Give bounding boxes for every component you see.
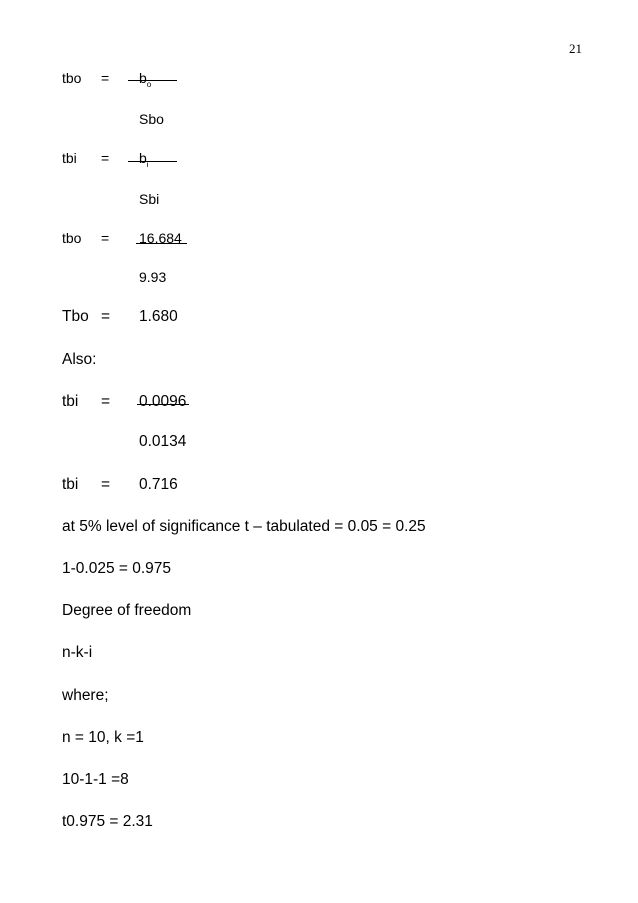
eq5-lhs: tbi	[62, 393, 79, 410]
page-number: 21	[569, 41, 582, 56]
eq2-fraction-bar	[128, 161, 177, 162]
eq1-num-main: b	[139, 70, 147, 86]
degree-of-freedom-heading: Degree of freedom	[62, 602, 192, 619]
eq2-num-main: b	[139, 150, 147, 166]
dof-calc-line: 10-1-1 =8	[62, 771, 129, 788]
eq5-fraction-bar	[137, 404, 189, 405]
also-label: Also:	[62, 351, 97, 368]
eq5-equals: =	[101, 393, 111, 410]
significance-line: at 5% level of significance t – tabulated = 0.05 = 0.25	[62, 518, 426, 535]
eq2-numerator	[139, 150, 149, 169]
eq4-value: 1.680	[139, 308, 178, 325]
eq1-lhs: tbo	[62, 70, 82, 86]
eq3-equals: =	[101, 230, 110, 246]
eq4-lhs: Tbo	[62, 308, 89, 325]
eq1-denominator: Sbo	[139, 111, 164, 127]
eq4-equals: =	[101, 308, 111, 325]
formula-line: n-k-i	[62, 644, 93, 661]
eq1-equals: =	[101, 70, 110, 86]
values-line: n = 10, k =1	[62, 729, 144, 746]
eq5-numerator: 0.0096	[139, 393, 187, 410]
eq3-lhs: tbo	[62, 230, 82, 246]
calc-line: 1-0.025 = 0.975	[62, 560, 172, 577]
eq6-value: 0.716	[139, 476, 178, 493]
eq3-numerator: 16.684	[139, 230, 182, 246]
where-line: where;	[62, 687, 109, 704]
eq1-num-sub: o	[146, 79, 152, 89]
eq2-num-sub: i	[146, 159, 149, 169]
eq6-lhs: tbi	[62, 476, 79, 493]
eq2-denominator: Sbi	[139, 191, 160, 207]
eq3-fraction-bar	[136, 243, 187, 244]
t-value-line: t0.975 = 2.31	[62, 813, 153, 830]
eq6-equals: =	[101, 476, 111, 493]
eq1-fraction-bar	[128, 80, 177, 81]
eq3-denominator: 9.93	[139, 269, 167, 285]
eq5-denominator: 0.0134	[139, 433, 187, 450]
eq2-lhs: tbi	[62, 150, 77, 166]
eq2-equals: =	[101, 150, 110, 166]
